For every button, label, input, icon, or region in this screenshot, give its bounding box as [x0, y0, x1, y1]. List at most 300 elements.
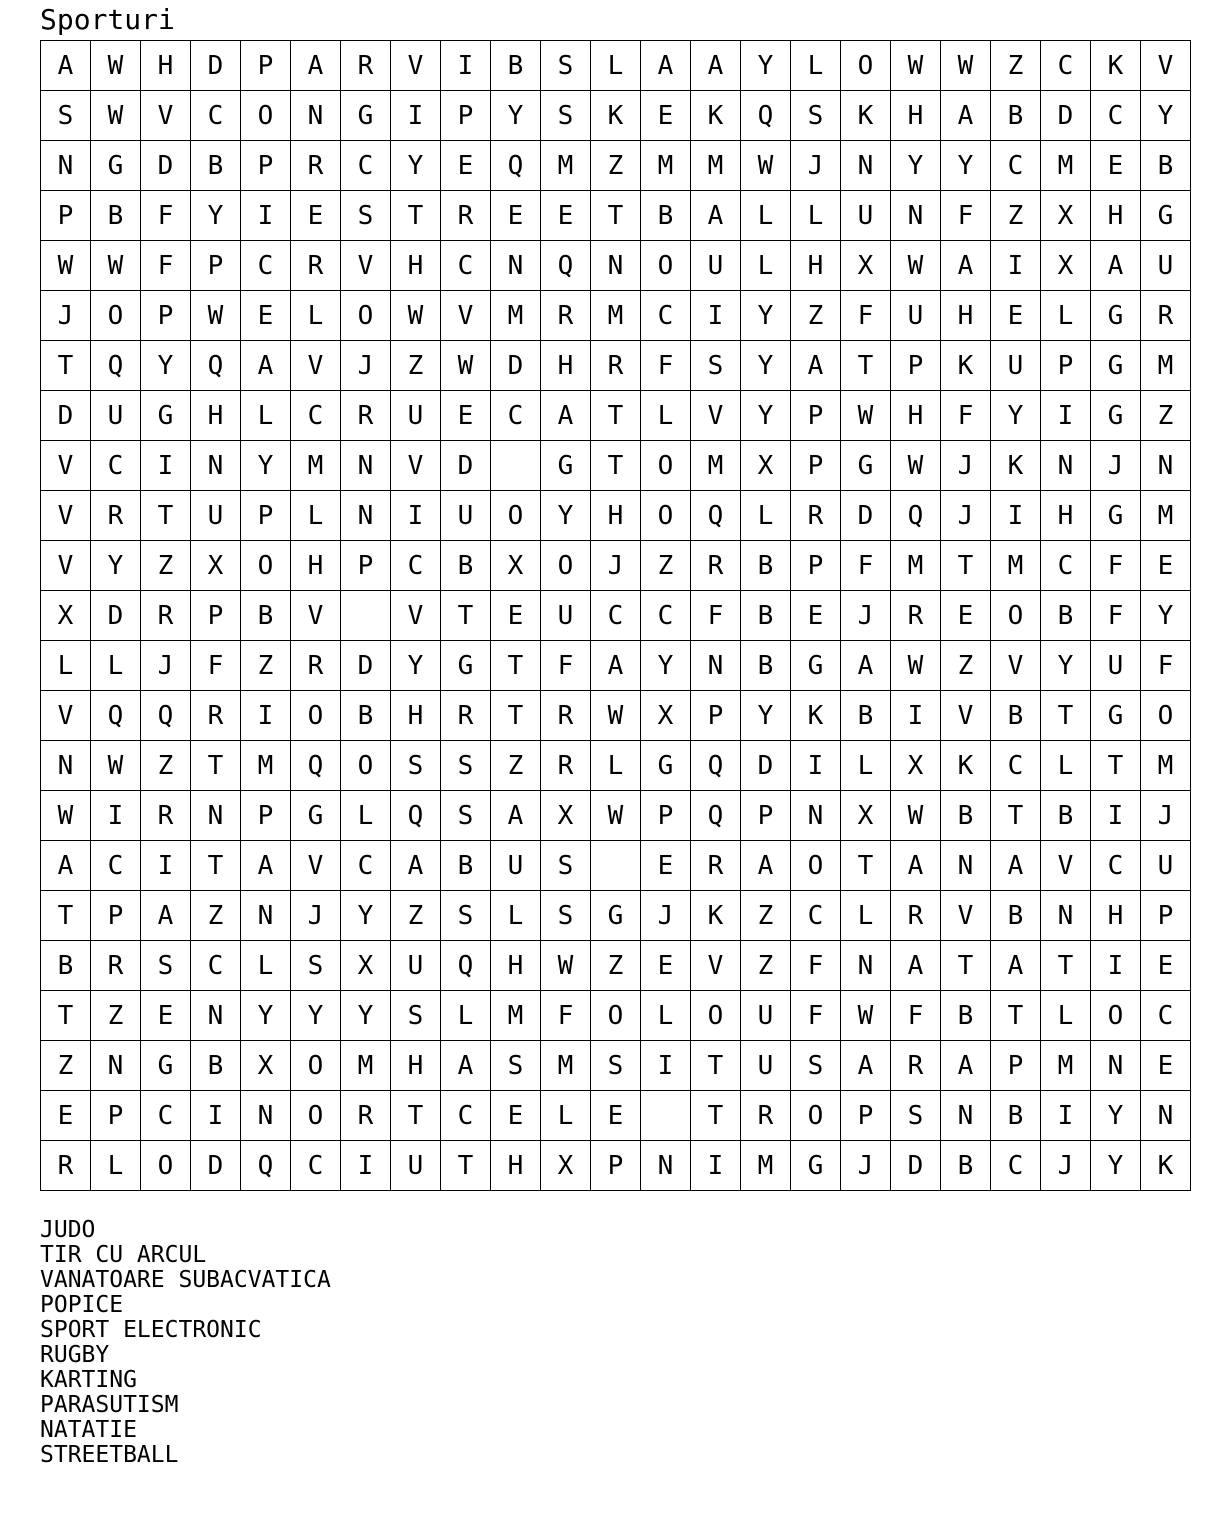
grid-cell[interactable]: F	[891, 991, 941, 1041]
grid-cell[interactable]: N	[241, 891, 291, 941]
grid-cell[interactable]: U	[491, 841, 541, 891]
grid-cell[interactable]: F	[841, 541, 891, 591]
grid-cell[interactable]: V	[941, 891, 991, 941]
grid-cell[interactable]: T	[491, 691, 541, 741]
grid-cell[interactable]: R	[191, 691, 241, 741]
grid-cell[interactable]: L	[1041, 741, 1091, 791]
grid-cell[interactable]: H	[1091, 191, 1141, 241]
grid-cell[interactable]: R	[541, 691, 591, 741]
grid-cell[interactable]: K	[691, 891, 741, 941]
grid-cell[interactable]: Y	[391, 141, 441, 191]
grid-cell[interactable]: W	[841, 991, 891, 1041]
grid-cell[interactable]: E	[41, 1091, 91, 1141]
grid-cell[interactable]: B	[1141, 141, 1191, 191]
grid-cell[interactable]: V	[41, 541, 91, 591]
grid-cell[interactable]: S	[541, 91, 591, 141]
grid-cell[interactable]: J	[1041, 1141, 1091, 1191]
grid-cell[interactable]: D	[441, 441, 491, 491]
grid-cell[interactable]: W	[91, 91, 141, 141]
grid-cell[interactable]: A	[841, 1041, 891, 1091]
grid-cell[interactable]: N	[41, 141, 91, 191]
grid-cell[interactable]: S	[491, 1041, 541, 1091]
grid-cell[interactable]: C	[991, 741, 1041, 791]
grid-cell[interactable]: Y	[491, 91, 541, 141]
grid-cell[interactable]: C	[441, 1091, 491, 1141]
grid-cell[interactable]: B	[491, 41, 541, 91]
grid-cell[interactable]: Y	[741, 691, 791, 741]
grid-cell[interactable]: W	[891, 241, 941, 291]
grid-cell[interactable]: E	[1091, 141, 1141, 191]
grid-cell[interactable]: O	[541, 541, 591, 591]
grid-cell[interactable]: B	[941, 791, 991, 841]
grid-cell[interactable]: L	[291, 491, 341, 541]
grid-cell[interactable]: L	[241, 391, 291, 441]
grid-cell[interactable]: F	[541, 991, 591, 1041]
grid-cell[interactable]: H	[941, 291, 991, 341]
grid-cell[interactable]: V	[1141, 41, 1191, 91]
grid-cell[interactable]: X	[741, 441, 791, 491]
grid-cell[interactable]: M	[591, 291, 641, 341]
grid-cell[interactable]: V	[941, 691, 991, 741]
grid-cell[interactable]: S	[691, 341, 741, 391]
grid-cell[interactable]: Q	[191, 341, 241, 391]
grid-cell[interactable]: V	[291, 591, 341, 641]
grid-cell[interactable]: F	[141, 191, 191, 241]
grid-cell[interactable]: C	[1041, 41, 1091, 91]
grid-cell[interactable]: T	[941, 941, 991, 991]
grid-cell[interactable]: A	[641, 41, 691, 91]
grid-cell[interactable]: U	[841, 191, 891, 241]
grid-cell[interactable]: Z	[491, 741, 541, 791]
grid-cell[interactable]: N	[891, 191, 941, 241]
grid-cell[interactable]: J	[841, 591, 891, 641]
grid-cell[interactable]: G	[541, 441, 591, 491]
grid-cell[interactable]: E	[441, 391, 491, 441]
grid-cell[interactable]: A	[391, 841, 441, 891]
grid-cell[interactable]: V	[341, 241, 391, 291]
grid-cell[interactable]: J	[791, 141, 841, 191]
grid-cell[interactable]: K	[591, 91, 641, 141]
grid-cell[interactable]: S	[541, 841, 591, 891]
grid-cell[interactable]: W	[541, 941, 591, 991]
grid-cell[interactable]: R	[541, 291, 591, 341]
grid-cell[interactable]: W	[891, 441, 941, 491]
grid-cell[interactable]: V	[391, 41, 441, 91]
grid-cell[interactable]: Z	[1141, 391, 1191, 441]
grid-cell[interactable]: H	[591, 491, 641, 541]
grid-cell[interactable]: U	[391, 941, 441, 991]
grid-cell[interactable]: W	[891, 791, 941, 841]
grid-cell[interactable]: B	[741, 641, 791, 691]
grid-cell[interactable]: O	[491, 491, 541, 541]
grid-cell[interactable]: I	[141, 841, 191, 891]
grid-cell[interactable]: N	[341, 441, 391, 491]
grid-cell[interactable]: L	[841, 891, 891, 941]
grid-cell[interactable]: B	[741, 591, 791, 641]
grid-cell[interactable]: M	[1141, 741, 1191, 791]
grid-cell[interactable]: E	[1141, 1041, 1191, 1091]
grid-cell[interactable]: Q	[391, 791, 441, 841]
grid-cell[interactable]: N	[1041, 891, 1091, 941]
grid-cell[interactable]: I	[991, 241, 1041, 291]
grid-cell[interactable]: D	[491, 341, 541, 391]
grid-cell[interactable]: R	[691, 541, 741, 591]
grid-cell[interactable]: P	[1041, 341, 1091, 391]
grid-cell[interactable]: D	[91, 591, 141, 641]
grid-cell[interactable]: A	[41, 841, 91, 891]
grid-cell[interactable]: G	[1091, 291, 1141, 341]
grid-cell[interactable]: P	[191, 591, 241, 641]
grid-cell[interactable]: V	[41, 491, 91, 541]
grid-cell[interactable]: T	[41, 341, 91, 391]
grid-cell[interactable]: I	[691, 291, 741, 341]
grid-cell[interactable]: V	[391, 591, 441, 641]
grid-cell[interactable]: P	[591, 1141, 641, 1191]
grid-cell[interactable]: G	[291, 791, 341, 841]
grid-cell[interactable]: Z	[391, 891, 441, 941]
grid-cell[interactable]: Y	[1091, 1141, 1141, 1191]
grid-cell[interactable]: G	[791, 641, 841, 691]
grid-cell[interactable]: G	[141, 391, 191, 441]
grid-cell[interactable]: N	[91, 1041, 141, 1091]
grid-cell[interactable]: O	[91, 291, 141, 341]
grid-cell[interactable]: U	[741, 991, 791, 1041]
grid-cell[interactable]: T	[1041, 691, 1091, 741]
grid-cell[interactable]: T	[491, 641, 541, 691]
grid-cell[interactable]: N	[191, 791, 241, 841]
grid-cell[interactable]: O	[241, 541, 291, 591]
grid-cell[interactable]: A	[241, 841, 291, 891]
grid-cell[interactable]: U	[441, 491, 491, 541]
grid-cell[interactable]: J	[841, 1141, 891, 1191]
grid-cell[interactable]: L	[741, 241, 791, 291]
grid-cell[interactable]: T	[991, 791, 1041, 841]
grid-cell[interactable]: R	[141, 791, 191, 841]
grid-cell[interactable]: B	[191, 1041, 241, 1091]
grid-cell[interactable]: W	[41, 791, 91, 841]
grid-cell[interactable]: U	[691, 241, 741, 291]
grid-cell[interactable]: Z	[141, 741, 191, 791]
grid-cell[interactable]: N	[191, 991, 241, 1041]
grid-cell[interactable]: E	[441, 141, 491, 191]
grid-cell[interactable]: A	[141, 891, 191, 941]
grid-cell[interactable]: W	[91, 241, 141, 291]
grid-cell[interactable]: L	[241, 941, 291, 991]
grid-cell[interactable]: Y	[741, 41, 791, 91]
grid-cell[interactable]: A	[741, 841, 791, 891]
grid-cell[interactable]: A	[591, 641, 641, 691]
grid-cell[interactable]: H	[291, 541, 341, 591]
grid-cell[interactable]: X	[1041, 241, 1091, 291]
grid-cell[interactable]: T	[191, 741, 241, 791]
grid-cell[interactable]: C	[991, 1141, 1041, 1191]
grid-cell[interactable]: B	[741, 541, 791, 591]
grid-cell[interactable]: M	[691, 141, 741, 191]
grid-cell[interactable]: G	[441, 641, 491, 691]
grid-cell[interactable]: N	[841, 141, 891, 191]
grid-cell[interactable]: J	[41, 291, 91, 341]
grid-cell[interactable]: S	[591, 1041, 641, 1091]
grid-cell[interactable]: C	[1091, 91, 1141, 141]
grid-cell[interactable]: B	[991, 91, 1041, 141]
grid-cell[interactable]: Q	[691, 791, 741, 841]
grid-cell[interactable]: Y	[641, 641, 691, 691]
grid-cell[interactable]: B	[641, 191, 691, 241]
grid-cell[interactable]: C	[491, 391, 541, 441]
grid-cell[interactable]: Q	[891, 491, 941, 541]
grid-cell[interactable]: Q	[241, 1141, 291, 1191]
grid-cell[interactable]: Q	[91, 691, 141, 741]
grid-cell[interactable]: I	[391, 491, 441, 541]
grid-cell[interactable]: L	[91, 1141, 141, 1191]
grid-cell[interactable]: P	[141, 291, 191, 341]
grid-cell[interactable]: C	[341, 841, 391, 891]
grid-cell[interactable]: Q	[291, 741, 341, 791]
grid-cell[interactable]: B	[91, 191, 141, 241]
grid-cell[interactable]: T	[991, 991, 1041, 1041]
grid-cell[interactable]: S	[341, 191, 391, 241]
grid-cell[interactable]: X	[341, 941, 391, 991]
grid-cell[interactable]: B	[191, 141, 241, 191]
grid-cell[interactable]: N	[941, 841, 991, 891]
grid-cell[interactable]: C	[641, 291, 691, 341]
grid-cell[interactable]: S	[441, 791, 491, 841]
grid-cell[interactable]: O	[341, 741, 391, 791]
grid-cell[interactable]: Q	[91, 341, 141, 391]
grid-cell[interactable]: G	[641, 741, 691, 791]
grid-cell[interactable]: N	[291, 91, 341, 141]
grid-cell[interactable]	[591, 841, 641, 891]
grid-cell[interactable]: U	[91, 391, 141, 441]
grid-cell[interactable]: P	[791, 391, 841, 441]
grid-cell[interactable]: R	[891, 891, 941, 941]
grid-cell[interactable]: T	[141, 491, 191, 541]
grid-cell[interactable]: S	[391, 991, 441, 1041]
grid-cell[interactable]: P	[791, 541, 841, 591]
grid-cell[interactable]: N	[641, 1141, 691, 1191]
grid-cell[interactable]: L	[841, 741, 891, 791]
grid-cell[interactable]: N	[491, 241, 541, 291]
grid-cell[interactable]: N	[1041, 441, 1091, 491]
grid-cell[interactable]: T	[591, 191, 641, 241]
grid-cell[interactable]: S	[791, 1041, 841, 1091]
grid-cell[interactable]: R	[441, 191, 491, 241]
grid-cell[interactable]: B	[1041, 791, 1091, 841]
grid-cell[interactable]: O	[641, 241, 691, 291]
grid-cell[interactable]: L	[1041, 291, 1091, 341]
grid-cell[interactable]: O	[691, 991, 741, 1041]
grid-cell[interactable]: H	[141, 41, 191, 91]
grid-cell[interactable]: C	[1041, 541, 1091, 591]
grid-cell[interactable]: T	[841, 841, 891, 891]
grid-cell[interactable]: A	[991, 841, 1041, 891]
grid-cell[interactable]: Q	[741, 91, 791, 141]
grid-cell[interactable]: Y	[241, 991, 291, 1041]
grid-cell[interactable]: E	[491, 591, 541, 641]
grid-cell[interactable]: R	[141, 591, 191, 641]
grid-cell[interactable]: C	[291, 1141, 341, 1191]
grid-cell[interactable]: Q	[691, 741, 741, 791]
grid-cell[interactable]: J	[1091, 441, 1141, 491]
grid-cell[interactable]: Q	[491, 141, 541, 191]
grid-cell[interactable]: Z	[141, 541, 191, 591]
grid-cell[interactable]: S	[441, 891, 491, 941]
grid-cell[interactable]: Z	[91, 991, 141, 1041]
grid-cell[interactable]: L	[591, 741, 641, 791]
grid-cell[interactable]: Z	[791, 291, 841, 341]
grid-cell[interactable]: Y	[1141, 91, 1191, 141]
grid-cell[interactable]: U	[741, 1041, 791, 1091]
grid-cell[interactable]: J	[941, 441, 991, 491]
grid-cell[interactable]: S	[541, 41, 591, 91]
grid-cell[interactable]: U	[1141, 841, 1191, 891]
grid-cell[interactable]: O	[241, 91, 291, 141]
grid-cell[interactable]: I	[791, 741, 841, 791]
grid-cell[interactable]: R	[891, 591, 941, 641]
grid-cell[interactable]: I	[191, 1091, 241, 1141]
grid-cell[interactable]: T	[441, 591, 491, 641]
grid-cell[interactable]: C	[1141, 991, 1191, 1041]
grid-cell[interactable]: L	[591, 41, 641, 91]
grid-cell[interactable]: M	[1041, 1041, 1091, 1091]
grid-cell[interactable]: G	[1091, 491, 1141, 541]
grid-cell[interactable]: X	[641, 691, 691, 741]
grid-cell[interactable]: P	[241, 41, 291, 91]
grid-cell[interactable]: N	[591, 241, 641, 291]
grid-cell[interactable]: E	[291, 191, 341, 241]
grid-cell[interactable]: R	[441, 691, 491, 741]
grid-cell[interactable]: Z	[41, 1041, 91, 1091]
grid-cell[interactable]: A	[941, 241, 991, 291]
grid-cell[interactable]: U	[541, 591, 591, 641]
grid-cell[interactable]: T	[1091, 741, 1141, 791]
grid-cell[interactable]: P	[241, 141, 291, 191]
grid-cell[interactable]: X	[891, 741, 941, 791]
grid-cell[interactable]: S	[541, 891, 591, 941]
grid-cell[interactable]: T	[191, 841, 241, 891]
grid-cell[interactable]: V	[41, 441, 91, 491]
grid-cell[interactable]: I	[241, 191, 291, 241]
grid-cell[interactable]: G	[1141, 191, 1191, 241]
grid-cell[interactable]: G	[1091, 341, 1141, 391]
grid-cell[interactable]: A	[291, 41, 341, 91]
grid-cell[interactable]: H	[541, 341, 591, 391]
grid-cell[interactable]: K	[791, 691, 841, 741]
grid-cell[interactable]: H	[491, 941, 541, 991]
grid-cell[interactable]: E	[641, 941, 691, 991]
grid-cell[interactable]: V	[291, 341, 341, 391]
grid-cell[interactable]: Z	[741, 891, 791, 941]
grid-cell[interactable]: R	[741, 1091, 791, 1141]
grid-cell[interactable]: P	[841, 1091, 891, 1141]
grid-cell[interactable]: E	[641, 91, 691, 141]
grid-cell[interactable]: U	[391, 391, 441, 441]
grid-cell[interactable]: A	[441, 1041, 491, 1091]
grid-cell[interactable]: F	[841, 291, 891, 341]
grid-cell[interactable]: Y	[741, 291, 791, 341]
grid-cell[interactable]: G	[91, 141, 141, 191]
grid-cell[interactable]: F	[691, 591, 741, 641]
grid-cell[interactable]: M	[541, 1041, 591, 1091]
grid-cell[interactable]: A	[541, 391, 591, 441]
grid-cell[interactable]: X	[841, 241, 891, 291]
grid-cell[interactable]: V	[141, 91, 191, 141]
grid-cell[interactable]: V	[991, 641, 1041, 691]
grid-cell[interactable]: J	[341, 341, 391, 391]
grid-cell[interactable]: M	[1041, 141, 1091, 191]
grid-cell[interactable]	[491, 441, 541, 491]
grid-cell[interactable]: P	[991, 1041, 1041, 1091]
grid-cell[interactable]: M	[741, 1141, 791, 1191]
grid-cell[interactable]: I	[891, 691, 941, 741]
grid-cell[interactable]: V	[1041, 841, 1091, 891]
grid-cell[interactable]: L	[641, 391, 691, 441]
grid-cell[interactable]: H	[1091, 891, 1141, 941]
grid-cell[interactable]: P	[691, 691, 741, 741]
grid-cell[interactable]: C	[91, 441, 141, 491]
grid-cell[interactable]: S	[391, 741, 441, 791]
grid-cell[interactable]: F	[791, 991, 841, 1041]
grid-cell[interactable]: S	[791, 91, 841, 141]
grid-cell[interactable]: N	[191, 441, 241, 491]
grid-cell[interactable]: I	[141, 441, 191, 491]
grid-cell[interactable]: E	[241, 291, 291, 341]
grid-cell[interactable]: C	[241, 241, 291, 291]
grid-cell[interactable]: A	[41, 41, 91, 91]
grid-cell[interactable]: A	[841, 641, 891, 691]
grid-cell[interactable]: N	[1141, 441, 1191, 491]
grid-cell[interactable]: T	[841, 341, 891, 391]
grid-cell[interactable]: Y	[991, 391, 1041, 441]
grid-cell[interactable]: W	[591, 691, 641, 741]
grid-cell[interactable]: O	[291, 1091, 341, 1141]
grid-cell[interactable]: B	[1041, 591, 1091, 641]
grid-cell[interactable]: O	[1141, 691, 1191, 741]
grid-cell[interactable]: Y	[191, 191, 241, 241]
grid-cell[interactable]: Y	[741, 391, 791, 441]
grid-cell[interactable]: K	[841, 91, 891, 141]
grid-cell[interactable]: C	[591, 591, 641, 641]
grid-cell[interactable]: N	[791, 791, 841, 841]
grid-cell[interactable]: C	[291, 391, 341, 441]
grid-cell[interactable]: L	[641, 991, 691, 1041]
grid-cell[interactable]: F	[641, 341, 691, 391]
grid-cell[interactable]: M	[1141, 491, 1191, 541]
grid-cell[interactable]: D	[191, 41, 241, 91]
grid-cell[interactable]: C	[791, 891, 841, 941]
grid-cell[interactable]: W	[941, 41, 991, 91]
grid-cell[interactable]: B	[991, 1091, 1041, 1141]
grid-cell[interactable]: V	[691, 941, 741, 991]
grid-cell[interactable]: K	[991, 441, 1041, 491]
grid-cell[interactable]: D	[741, 741, 791, 791]
grid-cell[interactable]	[641, 1091, 691, 1141]
grid-cell[interactable]: E	[1141, 541, 1191, 591]
grid-cell[interactable]: A	[491, 791, 541, 841]
grid-cell[interactable]: J	[591, 541, 641, 591]
grid-cell[interactable]: B	[991, 691, 1041, 741]
grid-cell[interactable]: R	[291, 141, 341, 191]
grid-cell[interactable]: V	[441, 291, 491, 341]
grid-cell[interactable]: S	[41, 91, 91, 141]
grid-cell[interactable]: W	[841, 391, 891, 441]
grid-cell[interactable]: D	[341, 641, 391, 691]
grid-cell[interactable]: E	[1141, 941, 1191, 991]
grid-cell[interactable]: L	[91, 641, 141, 691]
grid-cell[interactable]: D	[141, 141, 191, 191]
grid-cell[interactable]: S	[291, 941, 341, 991]
grid-cell[interactable]: M	[541, 141, 591, 191]
